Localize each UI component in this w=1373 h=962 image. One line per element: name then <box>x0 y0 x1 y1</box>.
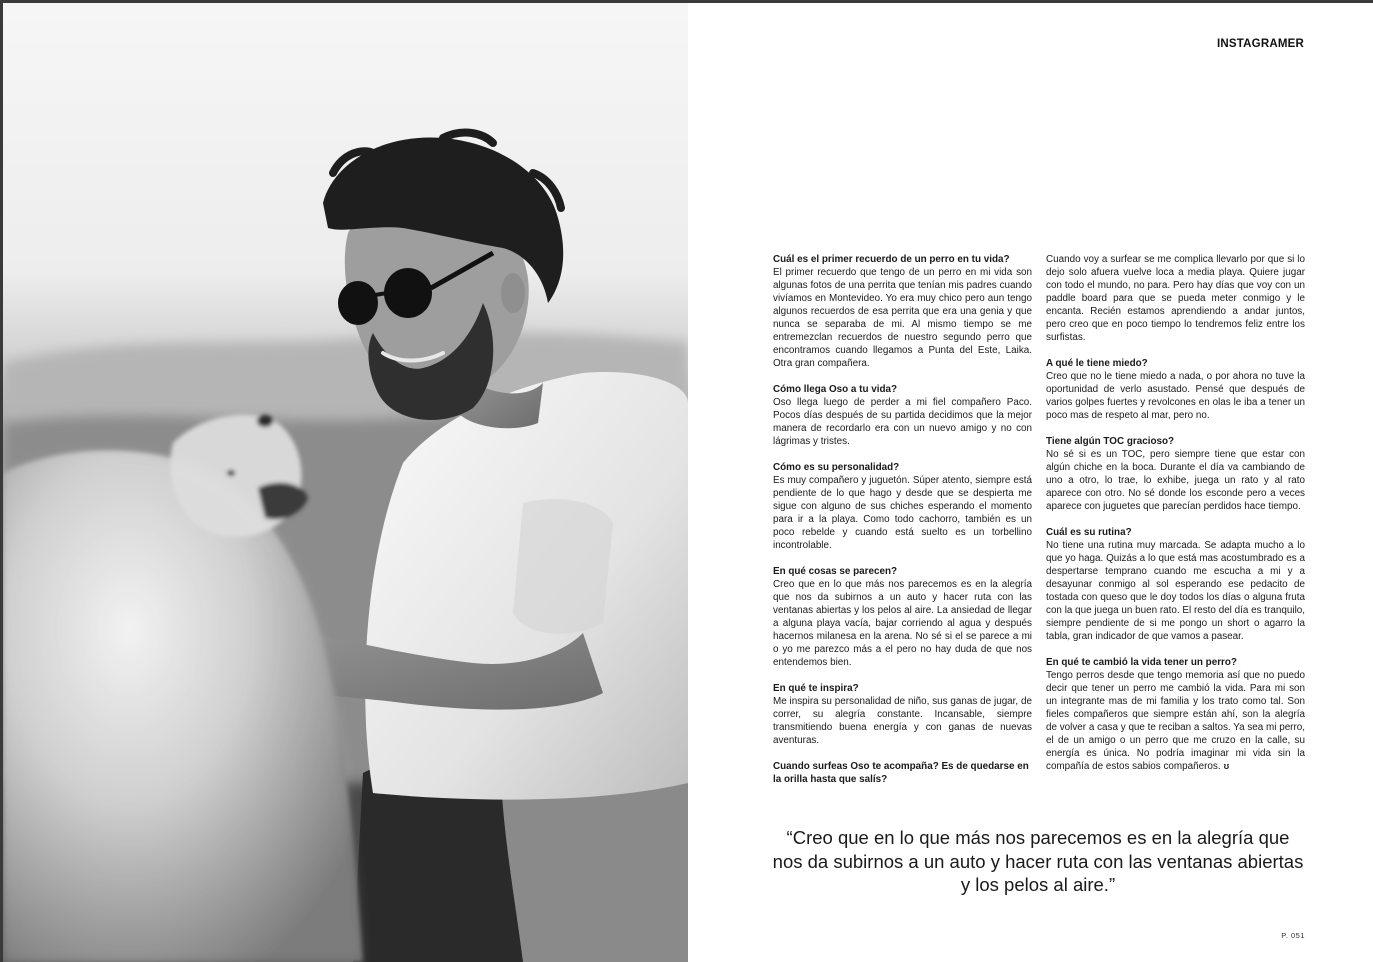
interview-answer: Creo que no le tiene miedo a nada, o por ahora no tuve la oportunidad de verlo asustado. Pensé que después de varios golpes fuertes y revolcones en olas le iba a tener un poco mas de respeto al mar, pero no. <box>1046 371 1305 421</box>
interview-answer: Oso llega luego de perder a mi fiel compañero Paco. Pocos días después de su partida decidimos que la mejor manera de recordarlo era con un nuevo amigo y no con lágrimas y tristes. <box>773 397 1032 447</box>
qa-block <box>773 682 1032 747</box>
qa-block <box>1046 656 1305 773</box>
interview-question: Cuál es el primer recuerdo de un perro en tu vida? <box>773 254 1010 265</box>
interview-question: En qué te cambió la vida tener un perro? <box>1046 657 1237 668</box>
interview-question: En qué cosas se parecen? <box>773 566 898 577</box>
interview-answer-final <box>1046 669 1305 773</box>
interview-answer: Es muy compañero y juguetón. Súper atento, siempre está pendiente de lo que hago y desde que se despierta me sigue con alguno de sus chiches esperando el momento para ir a la playa. Como todo cachorro, también es un poco rebelde y cuando está suelto es un torbellino incontrolable. <box>773 475 1032 551</box>
pull-quote: “Creo que en lo que más nos parecemos es en la alegría que nos da subirnos a un auto y hacer ruta con las ventanas abiertas y los pelos al aire.” <box>772 827 1304 895</box>
interview-question: Cómo es su personalidad? <box>773 462 900 473</box>
interview-question: Cómo llega Oso a tu vida? <box>773 384 898 395</box>
interview-column-right <box>1046 253 1305 773</box>
interview-column-left <box>773 253 1032 786</box>
qa-block <box>773 565 1032 669</box>
qa-block <box>773 253 1032 370</box>
interview-question: Cuando surfeas Oso te acompaña? Es de quedarse en la orilla hasta que salís? <box>773 761 1029 785</box>
page-number: P. 051 <box>1281 931 1305 940</box>
interview-answer: Me inspira su personalidad de niño, sus ganas de jugar, de correr, su alegría constante. Incansable, siempre transmitiendo buena energía y con ganas de nuevas aventuras. <box>773 696 1032 746</box>
interview-question: Cuál es su rutina? <box>1046 527 1132 538</box>
interview-answer: El primer recuerdo que tengo de un perro en mi vida son algunas fotos de una perrita que tenían mis padres cuando vivíamos en Montevideo. Yo era muy chico pero aun tengo algunos recuerdos de esa perrita que era una genia y que nunca se separaba de mi. Al mismo tiempo se me entremezclan recuerdos de nuestro segundo perro que encontramos cuando llegamos a Punta del Este, Laika. Otra gran compañera. <box>773 267 1032 369</box>
qa-block <box>1046 253 1305 344</box>
interview-question: Tiene algún TOC gracioso? <box>1046 436 1175 447</box>
interview-answer: Cuando voy a surfear se me complica llevarlo por que si lo dejo solo afuera vuelve loca a media playa. Quiere jugar con todo el mundo, no para. Pero hay días que voy con un paddle board para que se pueda meter conmigo y le encanta. Recién estamos aprendiendo a andar juntos, pero creo que en poco tiempo lo tendremos feliz entre los surfistas. <box>1046 254 1305 343</box>
interview-question: En qué te inspira? <box>773 683 859 694</box>
interview-question: A qué le tiene miedo? <box>1046 358 1148 369</box>
interview-answer-text: Tengo perros desde que tengo memoria así que no puedo decir que tener un perro me cambió la vida. Para mi son un integrante mas de mi familia y los trato como tal. Son fieles compañeros que siempre están ahí, son la alegría de volver a casa y que te reciban a saltos. Ya sea mi perro, el de un amigo o un perro que me cruzo en la calle, su energía es única. No podría imaginar mi vida sin la compañía de estos sabios compañeros. <box>1046 670 1305 772</box>
interview-answer: No tiene una rutina muy marcada. Se adapta mucho a lo que yo haga. Quizás a lo que está mas acostumbrado es a despertarse temprano cuando me escucha a mi y a desayunar conmigo al sol esperando ese pedacito de tostada con queso que le doy todos los días o alguna fruta con la que juega un buen rato. El resto del día es tranquilo, siempre pendiente de si me pongo un short o agarro la tabla, gran indicador de que vamos a pasear. <box>1046 540 1305 642</box>
qa-block <box>1046 435 1305 513</box>
qa-block <box>773 461 1032 552</box>
end-of-article-icon: ʊ <box>1223 761 1230 771</box>
section-label: INSTAGRAMER <box>1217 38 1304 50</box>
qa-block <box>1046 526 1305 643</box>
qa-block <box>773 383 1032 448</box>
qa-block <box>1046 357 1305 422</box>
interview-answer: No sé si es un TOC, pero siempre tiene que estar con algún chiche en la boca. Durante el día va cambiando de uno a otro, lo trae, lo exhibe, juega un rato y al rato aparece con otro. No sé donde los esconde pero a veces aparece con juguetes que parecían perdidos hace tiempo. <box>1046 449 1305 512</box>
man-with-dog-photo <box>3 3 688 962</box>
interview-answer: Creo que en lo que más nos parecemos es en la alegría que nos da subirnos a un auto y hacer ruta con las ventanas abiertas y los pelos al aire. La ansiedad de llegar a alguna playa vacía, bajar corriendo al agua y después hacernos milanesa en la arena. No sé si el se parece a mi o yo me parezco más a el pero no hay duda de que nos entendemos bien. <box>773 579 1032 668</box>
qa-block <box>773 760 1032 786</box>
